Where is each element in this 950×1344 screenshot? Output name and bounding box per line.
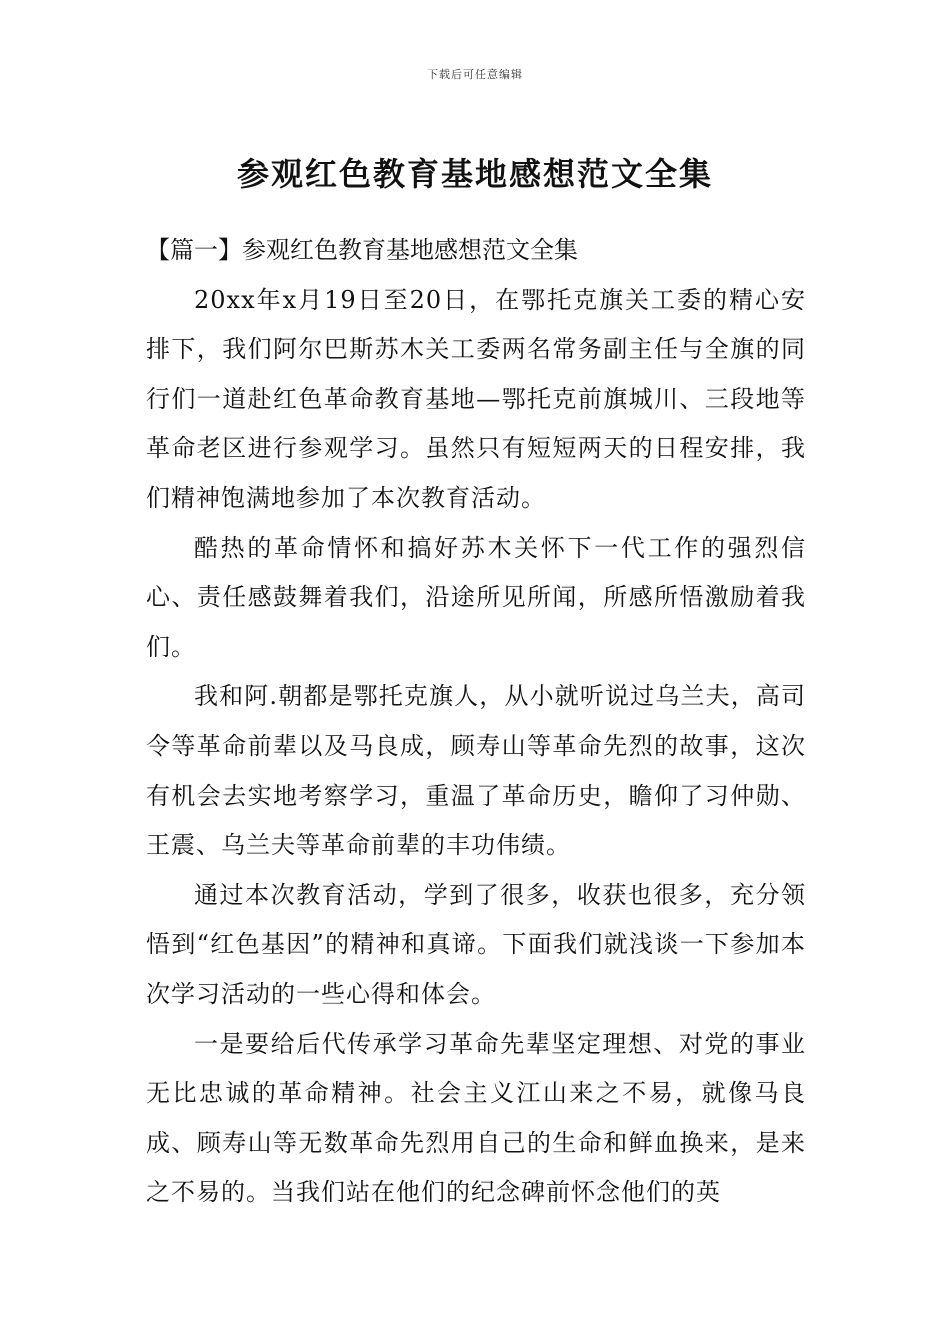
paragraph-2: 酷热的革命情怀和搞好苏木关怀下一代工作的强烈信心、责任感鼓舞着我们，沿途所见所闻，所感所悟激励着我们。	[146, 533, 806, 661]
page-header-note: 下载后可任意编辑	[427, 68, 523, 81]
paragraph-1: 20xx年x月19日至20日，在鄂托克旗关工委的精心安排下，我们阿尔巴斯苏木关工委两名常务副主任与全旗的同行们一道赴红色革命教育基地—鄂托克前旗城川、三段地等革命老区进行参观学习。虽然只有短短两天的日程安排，我们精神饱满地参加了本次教育活动。	[146, 285, 806, 512]
document-body	[146, 226, 806, 1218]
paragraph-3: 我和阿.朝都是鄂托克旗人，从小就听说过乌兰夫，高司令等革命前辈以及马良成，顾寿山等革命先烈的故事，这次有机会去实地考察学习，重温了革命历史，瞻仰了习仲勋、王震、乌兰夫等革命前辈的丰功伟绩。	[146, 682, 806, 860]
paragraph-4: 通过本次教育活动，学到了很多，收获也很多，充分领悟到“红色基因”的精神和真谛。下面我们就浅谈一下参加本次学习活动的一些心得和体会。	[146, 880, 806, 1008]
paragraph-5: 一是要给后代传承学习革命先辈坚定理想、对党的事业无比忠诚的革命精神。社会主义江山来之不易，就像马良成、顾寿山等无数革命先烈用自己的生命和鲜血换来，是来之不易的。当我们站在他们的纪念碑前怀念他们的英	[146, 1029, 806, 1207]
section-heading: 【篇一】参观红色教育基地感想范文全集	[146, 236, 578, 264]
document-title: 参观红色教育基地感想范文全集	[236, 155, 713, 194]
